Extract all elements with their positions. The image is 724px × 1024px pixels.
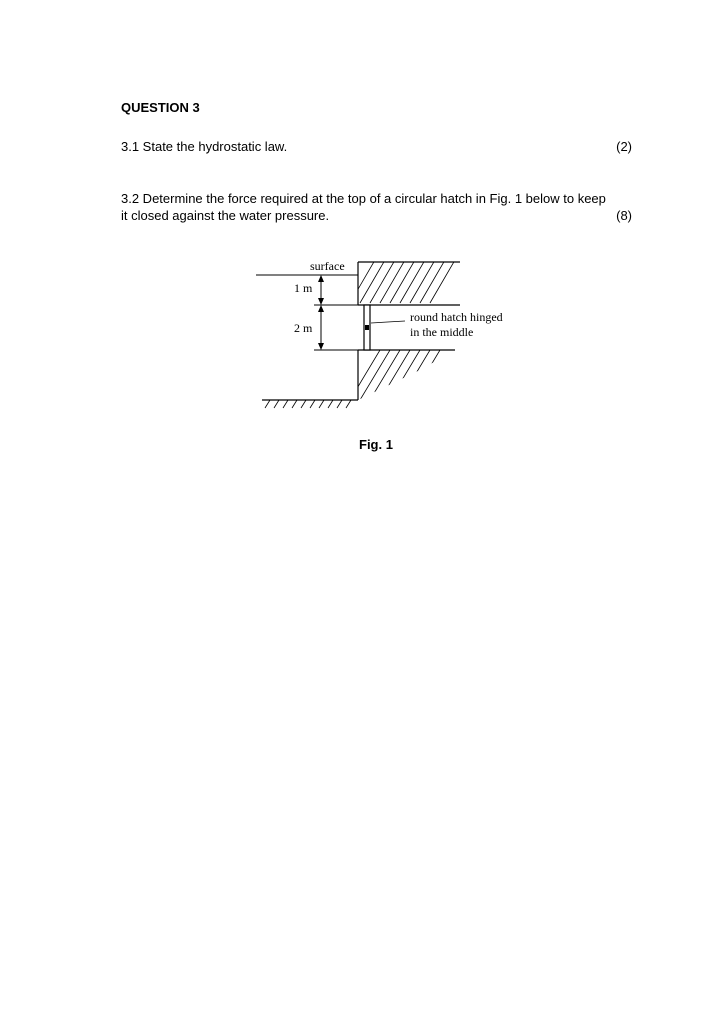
bed-hatching <box>265 400 351 408</box>
lower-wall-hatching <box>350 350 440 400</box>
arrowhead-2m-top <box>318 305 324 312</box>
depth-label-1m: 1 m <box>294 281 313 295</box>
hatch-leader-line <box>371 321 405 323</box>
arrowhead-2m-bottom <box>318 343 324 350</box>
figure-caption: Fig. 1 <box>359 437 393 452</box>
depth-label-2m: 2 m <box>294 321 313 335</box>
hatch-label-line-1: round hatch hinged <box>410 310 503 324</box>
question-3-1-marks: (2) <box>616 139 632 154</box>
upper-wall-hatching <box>350 260 455 303</box>
arrowhead-1m-bottom <box>318 298 324 305</box>
surface-label: surface <box>310 259 345 273</box>
hatch-hinge <box>365 325 369 330</box>
question-heading: QUESTION 3 <box>121 100 200 115</box>
question-3-2-line-1: 3.2 Determine the force required at the top of a circular hatch in Fig. 1 below to keep <box>121 191 606 206</box>
arrowhead-1m-top <box>318 275 324 282</box>
question-3-1-text: 3.1 State the hydrostatic law. <box>121 139 288 154</box>
question-3-2-marks: (8) <box>616 208 632 223</box>
question-3-2-line-2: it closed against the water pressure. <box>121 208 330 223</box>
hatch-diagram <box>250 255 520 415</box>
hatch-label-line-2: in the middle <box>410 325 474 339</box>
